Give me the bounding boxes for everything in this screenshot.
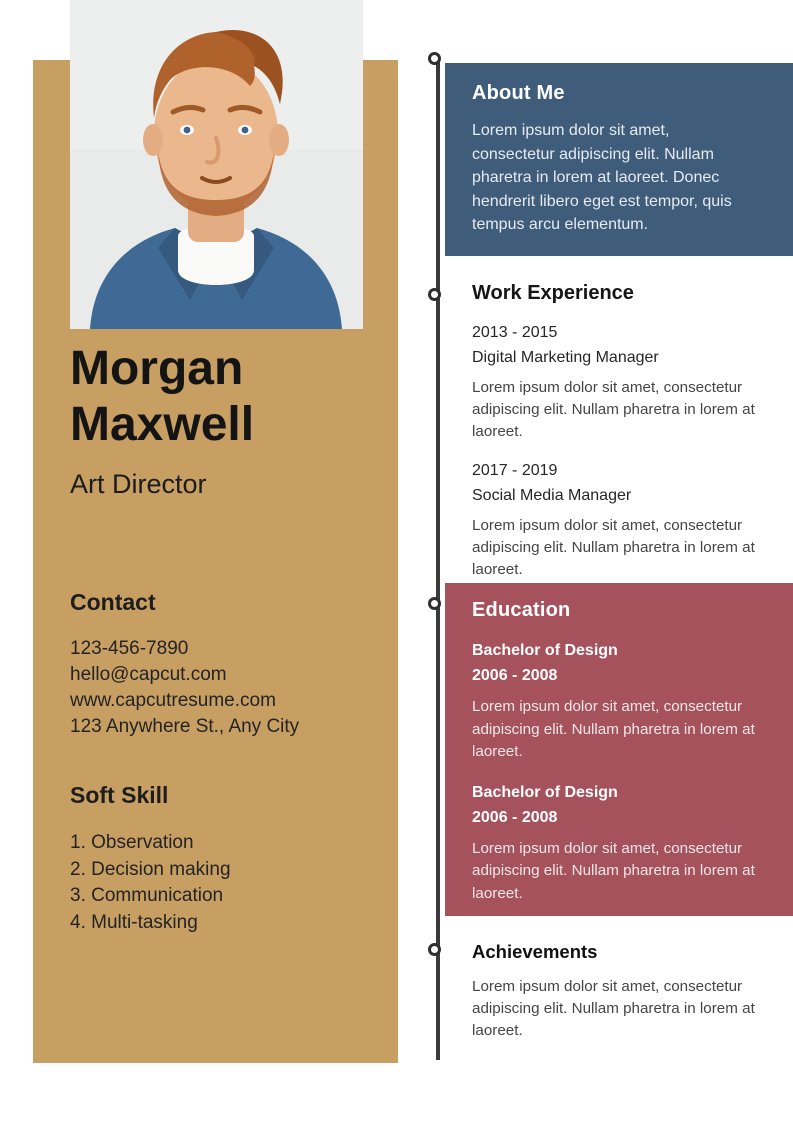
education-text: Lorem ipsum dolor sit amet, consectetur adipiscing elit. Nullam pharetra in lorem at laoreet. [472,839,755,902]
work-entry-text: Lorem ipsum dolor sit amet, consectetur adipiscing elit. Nullam pharetra in lorem at laoreet. [472,517,755,578]
work-entry-role: Digital Marketing Manager [472,349,659,366]
contact-list [70,636,299,740]
education-years: 2006 - 2008 [472,667,558,684]
skill-item: 1. Observation [70,832,194,853]
email-address: hello@capcut.com [70,664,227,685]
skill-item: 2. Decision making [70,858,231,880]
achievements-section [472,941,788,1042]
skill-item: 3. Communication [70,885,224,906]
job-title: Art Director [70,469,207,499]
soft-skill-heading: Soft Skill [70,782,169,808]
education-degree: Bachelor of Design [472,642,618,659]
about-me-section [445,63,793,256]
name-line-2: Maxwell [70,398,255,451]
timeline-dot-education [428,597,441,610]
education-section [445,583,793,916]
work-entry-text: Lorem ipsum dolor sit amet, consectetur adipiscing elit. Nullam pharetra in lorem at laoreet. [472,379,755,440]
work-entry [472,320,788,443]
education-heading: Education [472,599,571,621]
work-experience-heading: Work Experience [472,282,634,304]
soft-skill-list [70,830,231,936]
work-entry [472,458,788,581]
timeline-dot-achievements [428,943,441,956]
phone-number: 123-456-7890 [70,638,189,659]
education-years: 2006 - 2008 [472,808,558,826]
education-text: Lorem ipsum dolor sit amet, consectetur adipiscing elit. Nullam pharetra in lorem at laoreet. [472,698,755,760]
profile-photo [70,0,363,329]
timeline-dot-work [428,288,441,301]
contact-heading: Contact [70,589,156,615]
name-line-1: Morgan [70,342,244,395]
work-experience-section [472,282,788,581]
achievements-heading: Achievements [472,941,598,962]
street-address: 123 Anywhere St., Any City [70,716,300,737]
work-entry-years: 2013 - 2015 [472,324,558,341]
website-url: www.capcutresume.com [70,690,276,711]
work-entry-years: 2017 - 2019 [472,462,558,479]
about-me-heading: About Me [472,82,565,104]
work-entry-role: Social Media Manager [472,487,632,504]
education-entry [472,638,765,764]
achievements-text: Lorem ipsum dolor sit amet, consectetur adipiscing elit. Nullam pharetra in lorem at laoreet. [472,978,755,1039]
education-degree: Bachelor of Design [472,783,618,801]
skill-item: 4. Multi-tasking [70,911,198,933]
timeline-dot-about [428,52,441,65]
person-name [70,341,390,453]
education-entry [472,780,765,906]
timeline-line [436,62,440,1060]
about-me-text: Lorem ipsum dolor sit amet, consectetur adipiscing elit. Nullam pharetra in lorem at laoreet. Donec hendrerit libero eget est tempor, quis tempus arcu elementum. [472,122,732,233]
profile-photo-illustration [70,0,363,329]
